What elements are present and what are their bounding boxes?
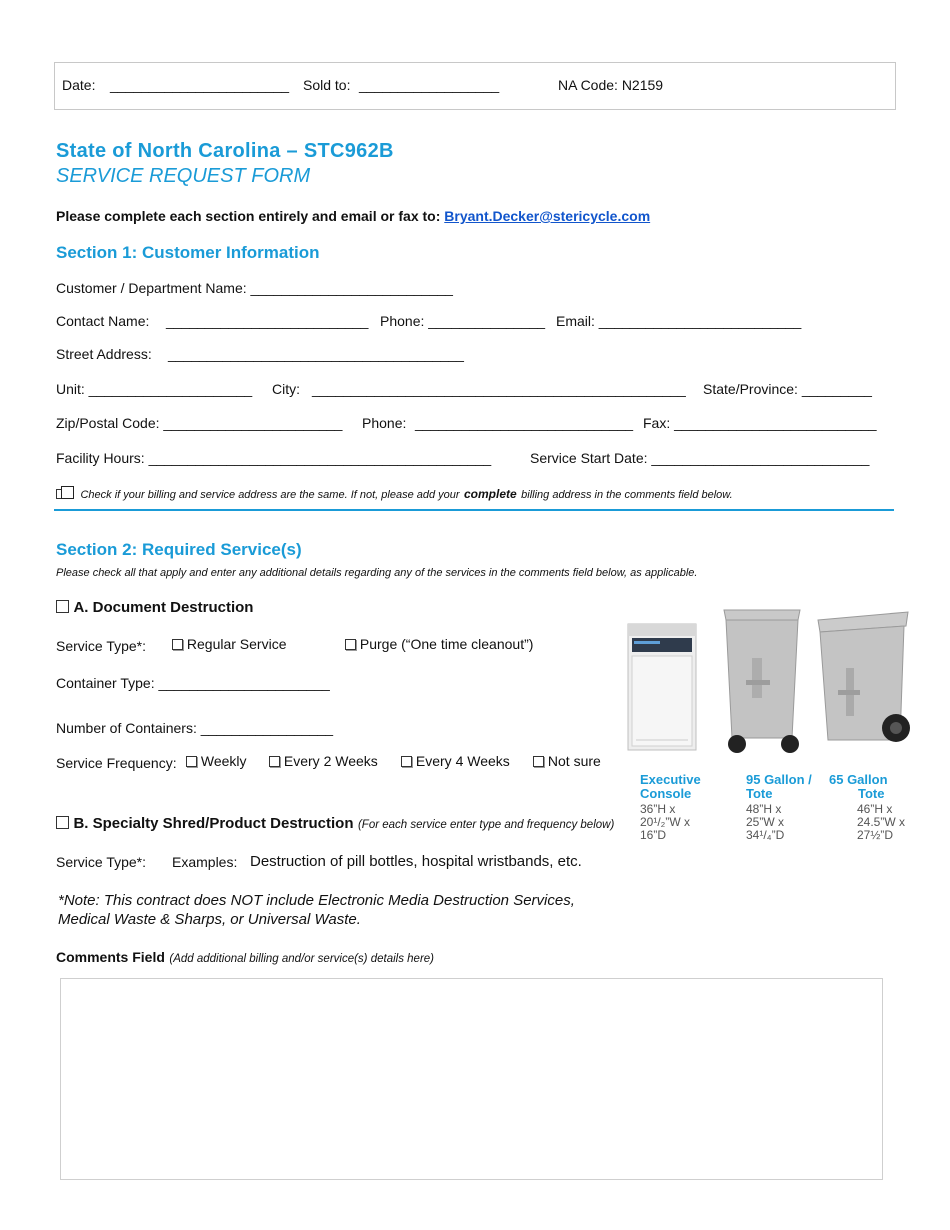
- container-images: [624, 600, 940, 760]
- caption-dim-3a: 46”H x: [857, 802, 893, 816]
- caption-name-1b: Console: [640, 786, 692, 801]
- container-caption-3: [829, 773, 905, 842]
- street-field[interactable]: ______________________________________: [168, 346, 464, 362]
- billing-same-row: [56, 485, 733, 503]
- caption-dim-2c: 34¹/₄”D: [746, 828, 785, 842]
- specialty-title: B. Specialty Shred/Product Destruction: [73, 815, 354, 832]
- instruction-text: Please complete each section entirely and email or fax to:: [56, 208, 441, 224]
- state-field[interactable]: State/Province: _________: [703, 381, 872, 397]
- container-type-field[interactable]: Container Type: ______________________: [56, 675, 330, 691]
- city-field[interactable]: ________________________________________________: [312, 381, 686, 397]
- caption-dim-1c: 16”D: [640, 828, 667, 842]
- regular-service-option[interactable]: [172, 636, 287, 652]
- comments-label: Comments Field: [56, 949, 165, 965]
- form-title: State of North Carolina – STC962B: [56, 140, 394, 162]
- date-label: Date:: [62, 77, 96, 93]
- note-line2: Medical Waste & Sharps, or Universal Waste.: [58, 911, 361, 928]
- caption-name-3a: 65 Gallon: [829, 772, 888, 787]
- doc-destruction-title: A. Document Destruction: [73, 599, 254, 616]
- purge-checkbox[interactable]: [345, 639, 356, 650]
- email-link[interactable]: Bryant.Decker@stericycle.com: [444, 208, 651, 224]
- freq-2weeks-label: Every 2 Weeks: [283, 753, 378, 769]
- section2-heading: Section 2: Required Service(s): [56, 540, 302, 559]
- contact-name-label: Contact Name:: [56, 313, 150, 329]
- caption-dim-3b: 24.5”W x: [857, 815, 906, 829]
- freq-weekly-checkbox[interactable]: [186, 756, 197, 767]
- freq-notsure-checkbox[interactable]: [533, 756, 544, 767]
- facility-hours-field[interactable]: Facility Hours: ____________________________________________: [56, 450, 492, 466]
- freq-weekly-option[interactable]: [186, 753, 247, 769]
- phone2-field[interactable]: ____________________________: [415, 415, 634, 431]
- na-code: NA Code: N2159: [558, 77, 664, 93]
- regular-service-label: Regular Service: [186, 636, 287, 652]
- executive-console-image: [628, 624, 696, 750]
- form-subtitle: SERVICE REQUEST FORM: [56, 165, 311, 187]
- doc-destruction-checkbox[interactable]: [56, 600, 69, 613]
- freq-weekly-label: Weekly: [200, 753, 247, 769]
- billing-same-checkbox[interactable]: [56, 486, 76, 500]
- email-field[interactable]: Email: __________________________: [556, 313, 802, 329]
- customer-name-field[interactable]: Customer / Department Name: __________________________: [56, 280, 453, 296]
- purge-label: Purge (“One time cleanout”): [359, 636, 534, 652]
- freq-2weeks-option[interactable]: [269, 753, 378, 769]
- container-caption-1: [640, 773, 701, 842]
- phone-field[interactable]: Phone: _______________: [380, 313, 546, 329]
- street-label: Street Address:: [56, 346, 152, 362]
- section-divider: [54, 509, 894, 511]
- specialty-note: (For each service enter type and frequency below): [357, 819, 615, 831]
- section2-subtitle: Please check all that apply and enter any additional details regarding any of the services in the comments field below, as applicable.: [56, 567, 698, 579]
- sold-to-field[interactable]: __________________: [359, 77, 500, 93]
- caption-dim-1b: 20¹/₂”W x: [640, 815, 690, 829]
- caption-name-2a: 95 Gallon /: [746, 772, 812, 787]
- caption-dim-2a: 48”H x: [746, 802, 782, 816]
- comments-heading: [56, 949, 434, 967]
- freq-4weeks-checkbox[interactable]: [401, 756, 412, 767]
- service-type-label: Service Type*:: [56, 638, 147, 654]
- instruction: [56, 208, 650, 224]
- caption-dim-2b: 25”W x: [746, 815, 785, 829]
- contact-name-field[interactable]: __________________________: [166, 313, 369, 329]
- fax-field[interactable]: Fax: __________________________: [643, 415, 877, 431]
- billing-text-post: billing address in the comments field below.: [521, 489, 733, 501]
- service-start-field[interactable]: Service Start Date: ____________________________: [530, 450, 870, 466]
- billing-text-pre: Check if your billing and service address are the same. If not, please add your: [80, 489, 460, 501]
- 95-gallon-tote-image: [724, 610, 800, 753]
- billing-text-bold: complete: [464, 487, 517, 501]
- freq-2weeks-checkbox[interactable]: [269, 756, 280, 767]
- specialty-service-type-label: Service Type*:: [56, 854, 147, 870]
- caption-name-2b: Tote: [746, 786, 773, 801]
- sold-to-label: Sold to:: [303, 77, 351, 93]
- caption-name-1a: Executive: [640, 772, 701, 787]
- doc-destruction-row: [56, 599, 253, 617]
- note-line1: *Note: This contract does NOT include Electronic Media Destruction Services,: [58, 892, 575, 909]
- caption-name-3b: Tote: [858, 786, 885, 801]
- comments-textarea[interactable]: [60, 978, 883, 1180]
- caption-dim-3c: 27½”D: [857, 828, 894, 842]
- date-field[interactable]: _______________________: [110, 77, 290, 93]
- freq-notsure-label: Not sure: [547, 753, 601, 769]
- 65-gallon-tote-image: [818, 612, 910, 742]
- zip-field[interactable]: Zip/Postal Code: _______________________: [56, 415, 343, 431]
- freq-4weeks-label: Every 4 Weeks: [415, 753, 510, 769]
- freq-4weeks-option[interactable]: [401, 753, 510, 769]
- examples-prefix: Examples:: [172, 854, 238, 870]
- frequency-label: Service Frequency:: [56, 755, 177, 771]
- caption-dim-1a: 36”H x: [640, 802, 676, 816]
- purge-option[interactable]: [345, 636, 533, 652]
- specialty-row: [56, 815, 614, 833]
- container-caption-2: [746, 773, 812, 842]
- city-label: City:: [272, 381, 300, 397]
- examples-text: Destruction of pill bottles, hospital wristbands, etc.: [250, 853, 582, 870]
- regular-service-checkbox[interactable]: [172, 639, 183, 650]
- comments-hint: (Add additional billing and/or service(s) details here): [169, 953, 434, 965]
- section1-heading: Section 1: Customer Information: [56, 243, 320, 262]
- phone2-label: Phone:: [362, 415, 407, 431]
- num-containers-field[interactable]: Number of Containers: _________________: [56, 720, 334, 736]
- freq-notsure-option[interactable]: [533, 753, 601, 769]
- unit-field[interactable]: Unit: _____________________: [56, 381, 253, 397]
- specialty-checkbox[interactable]: [56, 816, 69, 829]
